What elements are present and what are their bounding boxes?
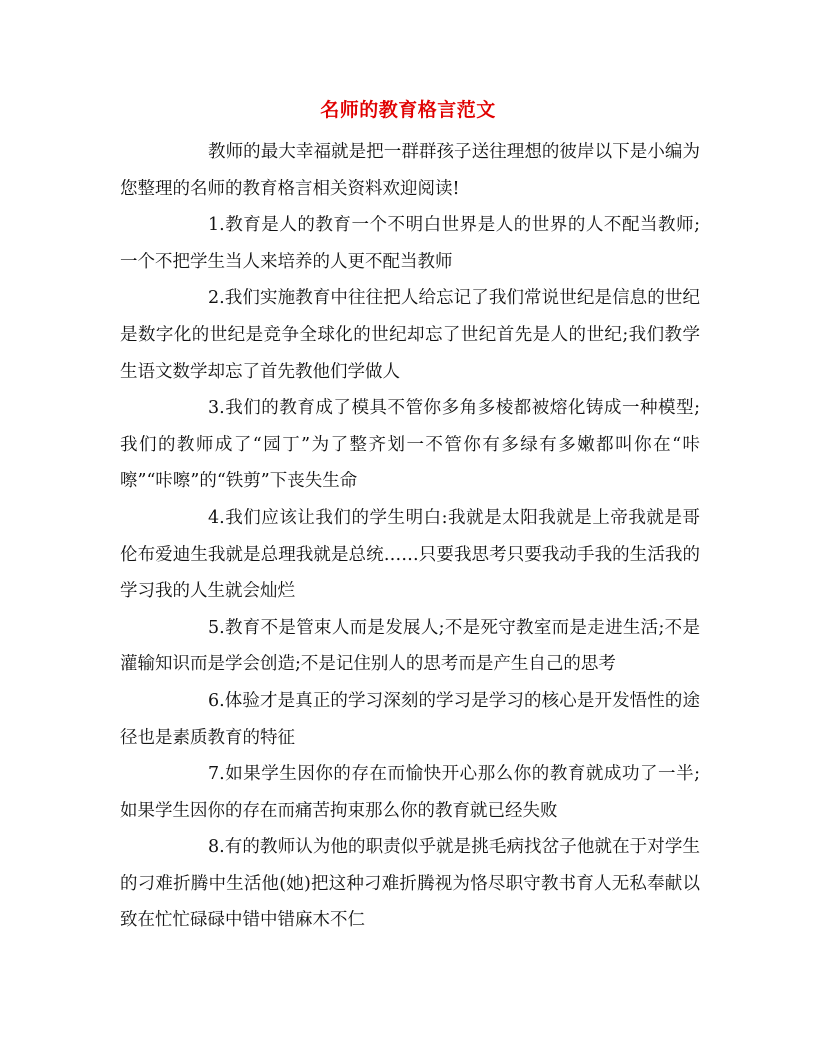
- quote-paragraph-8: 8.有的教师认为他的职责似乎就是挑毛病找岔子他就在于对学生的刁难折腾中生活他(她)把这种刁难折腾视为恪尽职守教书育人无私奉献以致在忙忙碌碌中错中错麻木不仁: [120, 837, 700, 931]
- quote-paragraph-5: 5.教育不是管束人而是发展人;不是死守教室而是走进生活;不是灌输知识而是学会创造;不是记住别人的思考而是产生自己的思考: [120, 617, 700, 675]
- quote-paragraph-4: 4.我们应该让我们的学生明白:我就是太阳我就是上帝我就是哥伦布爱迪生我就是总理我就是总统……只要我思考只要我动手我的生活我的学习我的人生就会灿烂: [120, 507, 700, 602]
- document-title: 名师的教育格言范文: [320, 99, 496, 121]
- intro-paragraph: 教师的最大幸福就是把一群群孩子送往理想的彼岸以下是小编为您整理的名师的教育格言相关资料欢迎阅读!: [120, 142, 700, 199]
- quote-paragraph-6: 6.体验才是真正的学习深刻的学习是学习的核心是开发悟性的途径也是素质教育的特征: [120, 690, 700, 748]
- quote-paragraph-7: 7.如果学生因你的存在而愉快开心那么你的教育就成功了一半;如果学生因你的存在而痛苦拘束那么你的教育就已经失败: [120, 764, 700, 821]
- document-body: [120, 134, 700, 939]
- quote-paragraph-2: 2.我们实施教育中往往把人给忘记了我们常说世纪是信息的世纪是数字化的世纪是竞争全球化的世纪却忘了世纪首先是人的世纪;我们教学生语文数学却忘了首先教他们学做人: [120, 288, 700, 382]
- quote-paragraph-1: 1.教育是人的教育一个不明白世界是人的世界的人不配当教师;一个不把学生当人来培养的人更不配当教师: [120, 215, 700, 272]
- quote-paragraph-3: 3.我们的教育成了模具不管你多角多棱都被熔化铸成一种模型;我们的教师成了“园丁”为了整齐划一不管你有多绿有多嫩都叫你在“咔嚓”“咔嚓”的“铁剪”下丧失生命: [120, 398, 700, 492]
